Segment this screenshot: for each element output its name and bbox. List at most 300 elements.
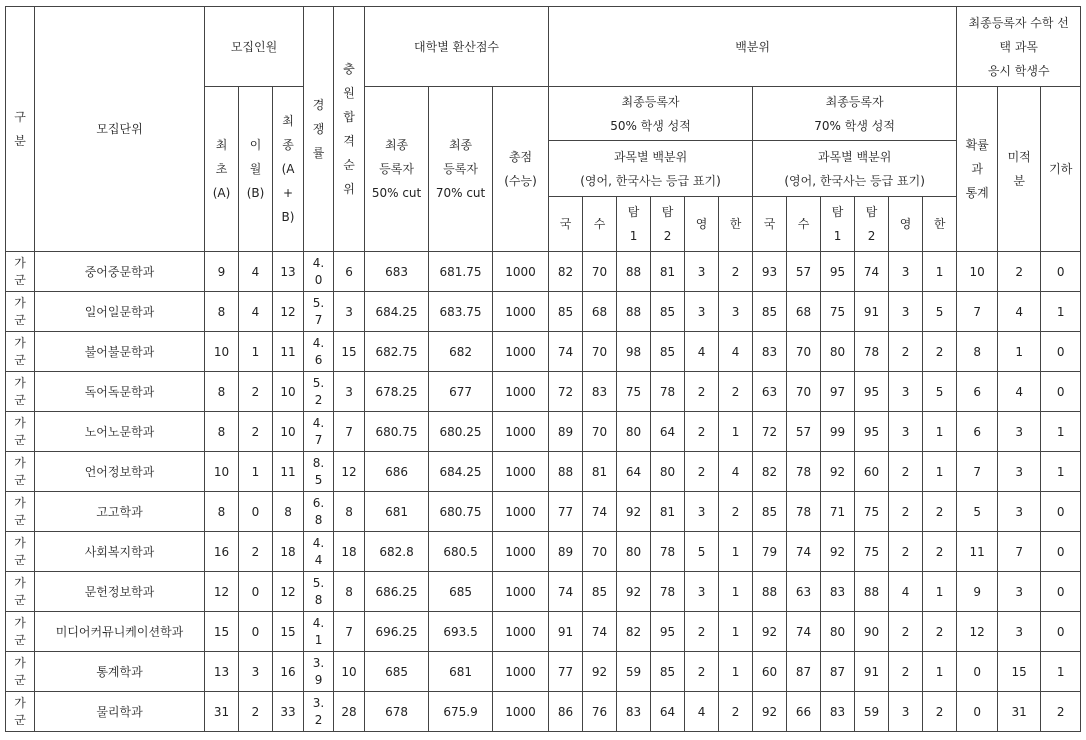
- cell-p50-eng: 3: [685, 252, 719, 292]
- cell-p50-t1: 80: [617, 532, 651, 572]
- table-row: [6, 452, 1081, 492]
- cell-math-calc: 4: [998, 292, 1041, 332]
- cell-recruit-final: 10: [273, 412, 304, 452]
- cell-gun: 가 군: [6, 252, 35, 292]
- cell-score-50: 678.25: [365, 372, 429, 412]
- cell-recruit-carry: 3: [239, 652, 273, 692]
- cell-competition: 3. 2: [304, 692, 334, 732]
- cell-math-calc: 4: [998, 372, 1041, 412]
- header-math-calc: 미적 분: [998, 87, 1041, 252]
- cell-p50-hist: 4: [719, 332, 753, 372]
- cell-p70-t1: 92: [821, 532, 855, 572]
- cell-p70-t2: 60: [855, 452, 889, 492]
- cell-score-70: 680.75: [429, 492, 493, 532]
- cell-recruit-carry: 4: [239, 292, 273, 332]
- cell-unit: 사회복지학과: [35, 532, 205, 572]
- cell-p70-hist: 1: [923, 452, 957, 492]
- cell-unit: 고고학과: [35, 492, 205, 532]
- cell-recruit-carry: 0: [239, 612, 273, 652]
- cell-recruit-final: 8: [273, 492, 304, 532]
- cell-p50-kor: 85: [549, 292, 583, 332]
- cell-recruit-initial: 16: [205, 532, 239, 572]
- cell-p50-math: 92: [583, 652, 617, 692]
- cell-math-prob: 6: [957, 372, 998, 412]
- cell-p50-t2: 64: [651, 412, 685, 452]
- cell-gun: 가 군: [6, 532, 35, 572]
- cell-math-prob: 11: [957, 532, 998, 572]
- cell-math-prob: 8: [957, 332, 998, 372]
- cell-recruit-final: 11: [273, 452, 304, 492]
- cell-p70-eng: 3: [889, 372, 923, 412]
- cell-p70-t1: 83: [821, 692, 855, 732]
- cell-p70-eng: 3: [889, 692, 923, 732]
- cell-math-geo: 0: [1041, 372, 1081, 412]
- cell-p70-kor: 85: [753, 292, 787, 332]
- cell-recruit-carry: 2: [239, 532, 273, 572]
- cell-score-50: 683: [365, 252, 429, 292]
- cell-p70-math: 57: [787, 412, 821, 452]
- cell-math-geo: 0: [1041, 612, 1081, 652]
- cell-p50-t1: 83: [617, 692, 651, 732]
- cell-recruit-carry: 1: [239, 452, 273, 492]
- cell-math-geo: 0: [1041, 252, 1081, 292]
- header-unit: 모집단위: [35, 7, 205, 252]
- cell-math-geo: 1: [1041, 412, 1081, 452]
- cell-p70-hist: 2: [923, 612, 957, 652]
- cell-p50-hist: 1: [719, 532, 753, 572]
- cell-p50-hist: 4: [719, 452, 753, 492]
- header-p70: 최종등록자 70% 학생 성적: [753, 87, 957, 141]
- cell-score-50: 680.75: [365, 412, 429, 452]
- cell-score-70: 684.25: [429, 452, 493, 492]
- cell-recruit-initial: 8: [205, 292, 239, 332]
- header-p70-hist: 한: [923, 197, 957, 252]
- cell-math-prob: 10: [957, 252, 998, 292]
- cell-math-geo: 2: [1041, 692, 1081, 732]
- header-competition: 경 쟁 률: [304, 7, 334, 252]
- cell-p70-hist: 2: [923, 492, 957, 532]
- cell-waitlist: 10: [334, 652, 365, 692]
- cell-score-50: 686.25: [365, 572, 429, 612]
- table-row: [6, 412, 1081, 452]
- cell-competition: 5. 7: [304, 292, 334, 332]
- cell-p70-math: 57: [787, 252, 821, 292]
- header-recruit-carry: 이 월 (B): [239, 87, 273, 252]
- cell-p70-kor: 92: [753, 612, 787, 652]
- cell-p70-t2: 91: [855, 292, 889, 332]
- cell-p50-hist: 1: [719, 652, 753, 692]
- cell-score-total: 1000: [493, 692, 549, 732]
- cell-p50-t1: 75: [617, 372, 651, 412]
- cell-p70-math: 87: [787, 652, 821, 692]
- cell-p50-math: 68: [583, 292, 617, 332]
- cell-score-70: 680.25: [429, 412, 493, 452]
- table-row: [6, 292, 1081, 332]
- cell-p70-kor: 92: [753, 692, 787, 732]
- table-row: [6, 652, 1081, 692]
- cell-score-total: 1000: [493, 412, 549, 452]
- cell-score-total: 1000: [493, 452, 549, 492]
- cell-unit: 일어일문학과: [35, 292, 205, 332]
- cell-recruit-final: 12: [273, 292, 304, 332]
- cell-p50-t2: 80: [651, 452, 685, 492]
- cell-p50-kor: 77: [549, 652, 583, 692]
- cell-p70-hist: 1: [923, 652, 957, 692]
- cell-score-total: 1000: [493, 372, 549, 412]
- header-p50: 최종등록자 50% 학생 성적: [549, 87, 753, 141]
- cell-p50-eng: 2: [685, 652, 719, 692]
- cell-recruit-initial: 12: [205, 572, 239, 612]
- cell-p50-t2: 78: [651, 572, 685, 612]
- cell-score-50: 685: [365, 652, 429, 692]
- cell-p50-kor: 88: [549, 452, 583, 492]
- cell-recruit-initial: 31: [205, 692, 239, 732]
- cell-p70-t2: 95: [855, 372, 889, 412]
- table-body: [6, 252, 1081, 732]
- cell-p50-kor: 89: [549, 532, 583, 572]
- cell-p50-kor: 74: [549, 332, 583, 372]
- header-p50-eng: 영: [685, 197, 719, 252]
- cell-p50-kor: 89: [549, 412, 583, 452]
- cell-p50-eng: 3: [685, 572, 719, 612]
- cell-p70-kor: 88: [753, 572, 787, 612]
- cell-p70-math: 74: [787, 612, 821, 652]
- cell-gun: 가 군: [6, 372, 35, 412]
- cell-gun: 가 군: [6, 612, 35, 652]
- header-recruit-final: 최 종 (A + B): [273, 87, 304, 252]
- cell-math-calc: 1: [998, 332, 1041, 372]
- cell-math-prob: 12: [957, 612, 998, 652]
- cell-recruit-initial: 8: [205, 412, 239, 452]
- cell-p70-hist: 1: [923, 252, 957, 292]
- cell-p50-math: 70: [583, 412, 617, 452]
- cell-p50-eng: 2: [685, 612, 719, 652]
- cell-recruit-carry: 2: [239, 372, 273, 412]
- cell-p70-eng: 3: [889, 412, 923, 452]
- cell-recruit-final: 13: [273, 252, 304, 292]
- cell-waitlist: 7: [334, 412, 365, 452]
- cell-p70-eng: 4: [889, 572, 923, 612]
- header-math-choice: 최종등록자 수학 선 택 과목 응시 학생수: [957, 7, 1081, 87]
- cell-p50-math: 70: [583, 532, 617, 572]
- cell-p70-kor: 72: [753, 412, 787, 452]
- cell-score-50: 682.8: [365, 532, 429, 572]
- cell-unit: 물리학과: [35, 692, 205, 732]
- cell-waitlist: 8: [334, 572, 365, 612]
- cell-p50-kor: 77: [549, 492, 583, 532]
- cell-recruit-final: 12: [273, 572, 304, 612]
- cell-recruit-carry: 1: [239, 332, 273, 372]
- cell-p70-kor: 93: [753, 252, 787, 292]
- cell-p70-hist: 5: [923, 292, 957, 332]
- cell-competition: 8. 5: [304, 452, 334, 492]
- cell-p70-t1: 95: [821, 252, 855, 292]
- cell-p50-hist: 3: [719, 292, 753, 332]
- cell-waitlist: 3: [334, 372, 365, 412]
- cell-p50-kor: 91: [549, 612, 583, 652]
- cell-recruit-final: 16: [273, 652, 304, 692]
- cell-p50-math: 74: [583, 492, 617, 532]
- cell-score-50: 681: [365, 492, 429, 532]
- cell-p70-t1: 80: [821, 612, 855, 652]
- header-p50-kor: 국: [549, 197, 583, 252]
- cell-math-calc: 3: [998, 452, 1041, 492]
- cell-p50-eng: 2: [685, 412, 719, 452]
- header-score-70: 최종 등록자 70% cut: [429, 87, 493, 252]
- cell-p70-t1: 71: [821, 492, 855, 532]
- cell-gun: 가 군: [6, 292, 35, 332]
- header-p50-subjects: 과목별 백분위 (영어, 한국사는 등급 표기): [549, 141, 753, 197]
- cell-waitlist: 18: [334, 532, 365, 572]
- cell-unit: 미디어커뮤니케이션학과: [35, 612, 205, 652]
- cell-recruit-final: 15: [273, 612, 304, 652]
- cell-p50-hist: 1: [719, 612, 753, 652]
- cell-p50-kor: 82: [549, 252, 583, 292]
- cell-p50-hist: 2: [719, 692, 753, 732]
- cell-unit: 언어정보학과: [35, 452, 205, 492]
- cell-math-geo: 0: [1041, 332, 1081, 372]
- header-score-50: 최종 등록자 50% cut: [365, 87, 429, 252]
- header-p70-eng: 영: [889, 197, 923, 252]
- cell-p70-t2: 78: [855, 332, 889, 372]
- header-percentile: 백분위: [549, 7, 957, 87]
- cell-recruit-initial: 9: [205, 252, 239, 292]
- cell-p70-t1: 97: [821, 372, 855, 412]
- cell-recruit-carry: 2: [239, 692, 273, 732]
- cell-score-total: 1000: [493, 652, 549, 692]
- cell-recruit-carry: 0: [239, 572, 273, 612]
- cell-p50-t2: 78: [651, 372, 685, 412]
- cell-p70-math: 70: [787, 332, 821, 372]
- cell-p70-t2: 95: [855, 412, 889, 452]
- cell-p50-t1: 92: [617, 492, 651, 532]
- cell-p70-kor: 60: [753, 652, 787, 692]
- cell-score-70: 682: [429, 332, 493, 372]
- cell-competition: 5. 8: [304, 572, 334, 612]
- cell-p70-eng: 2: [889, 652, 923, 692]
- cell-p70-hist: 5: [923, 372, 957, 412]
- cell-recruit-final: 18: [273, 532, 304, 572]
- header-p50-hist: 한: [719, 197, 753, 252]
- cell-p50-math: 83: [583, 372, 617, 412]
- cell-score-total: 1000: [493, 292, 549, 332]
- cell-p50-eng: 4: [685, 692, 719, 732]
- header-p70-t2: 탐 2: [855, 197, 889, 252]
- header-score: 대학별 환산점수: [365, 7, 549, 87]
- cell-p70-math: 74: [787, 532, 821, 572]
- cell-waitlist: 7: [334, 612, 365, 652]
- cell-p70-t1: 83: [821, 572, 855, 612]
- cell-p50-eng: 2: [685, 452, 719, 492]
- cell-p70-kor: 79: [753, 532, 787, 572]
- table-row: [6, 372, 1081, 412]
- cell-p70-kor: 82: [753, 452, 787, 492]
- cell-p50-kor: 74: [549, 572, 583, 612]
- cell-p50-math: 74: [583, 612, 617, 652]
- cell-p50-math: 76: [583, 692, 617, 732]
- table-row: [6, 332, 1081, 372]
- cell-competition: 5. 2: [304, 372, 334, 412]
- cell-p50-t1: 92: [617, 572, 651, 612]
- cell-p70-t2: 74: [855, 252, 889, 292]
- table-row: [6, 492, 1081, 532]
- cell-math-calc: 3: [998, 412, 1041, 452]
- cell-score-70: 683.75: [429, 292, 493, 332]
- header-p50-t2: 탐 2: [651, 197, 685, 252]
- cell-p50-t1: 80: [617, 412, 651, 452]
- cell-math-calc: 31: [998, 692, 1041, 732]
- cell-p70-math: 70: [787, 372, 821, 412]
- cell-math-geo: 0: [1041, 572, 1081, 612]
- cell-recruit-final: 33: [273, 692, 304, 732]
- cell-math-prob: 0: [957, 692, 998, 732]
- header-recruit-initial: 최 초 (A): [205, 87, 239, 252]
- cell-p50-t1: 88: [617, 252, 651, 292]
- admission-results-table: [5, 6, 1081, 732]
- cell-competition: 4. 1: [304, 612, 334, 652]
- cell-math-calc: 3: [998, 612, 1041, 652]
- cell-p70-eng: 2: [889, 452, 923, 492]
- cell-gun: 가 군: [6, 412, 35, 452]
- cell-competition: 4. 7: [304, 412, 334, 452]
- cell-p50-kor: 72: [549, 372, 583, 412]
- cell-waitlist: 8: [334, 492, 365, 532]
- cell-p50-t1: 98: [617, 332, 651, 372]
- cell-p50-math: 81: [583, 452, 617, 492]
- cell-score-70: 685: [429, 572, 493, 612]
- cell-p50-t2: 85: [651, 652, 685, 692]
- cell-p50-t1: 82: [617, 612, 651, 652]
- cell-p70-eng: 3: [889, 252, 923, 292]
- cell-p50-kor: 86: [549, 692, 583, 732]
- cell-p50-t1: 88: [617, 292, 651, 332]
- cell-recruit-carry: 2: [239, 412, 273, 452]
- cell-score-70: 681: [429, 652, 493, 692]
- cell-math-prob: 6: [957, 412, 998, 452]
- cell-unit: 중어중문학과: [35, 252, 205, 292]
- cell-recruit-carry: 0: [239, 492, 273, 532]
- cell-p70-eng: 2: [889, 532, 923, 572]
- cell-score-70: 680.5: [429, 532, 493, 572]
- cell-math-calc: 3: [998, 492, 1041, 532]
- header-recruit: 모집인원: [205, 7, 304, 87]
- cell-p70-eng: 3: [889, 292, 923, 332]
- cell-p70-t2: 59: [855, 692, 889, 732]
- cell-gun: 가 군: [6, 652, 35, 692]
- cell-unit: 문헌정보학과: [35, 572, 205, 612]
- cell-recruit-initial: 10: [205, 452, 239, 492]
- cell-waitlist: 3: [334, 292, 365, 332]
- cell-unit: 불어불문학과: [35, 332, 205, 372]
- cell-competition: 4. 0: [304, 252, 334, 292]
- cell-competition: 4. 4: [304, 532, 334, 572]
- header-p70-subjects: 과목별 백분위 (영어, 한국사는 등급 표기): [753, 141, 957, 197]
- cell-p50-t2: 81: [651, 252, 685, 292]
- cell-p70-t1: 87: [821, 652, 855, 692]
- table-row: [6, 532, 1081, 572]
- cell-p70-kor: 85: [753, 492, 787, 532]
- cell-p50-math: 70: [583, 252, 617, 292]
- header-math-prob: 확률 과 통계: [957, 87, 998, 252]
- header-p70-kor: 국: [753, 197, 787, 252]
- cell-p50-t1: 64: [617, 452, 651, 492]
- cell-math-prob: 0: [957, 652, 998, 692]
- cell-math-geo: 1: [1041, 652, 1081, 692]
- header-waitlist: 충 원 합 격 순 위: [334, 7, 365, 252]
- header-p70-t1: 탐 1: [821, 197, 855, 252]
- cell-p50-t2: 95: [651, 612, 685, 652]
- cell-math-prob: 7: [957, 292, 998, 332]
- cell-p70-eng: 2: [889, 332, 923, 372]
- cell-waitlist: 28: [334, 692, 365, 732]
- cell-unit: 노어노문학과: [35, 412, 205, 452]
- cell-competition: 3. 9: [304, 652, 334, 692]
- cell-p50-hist: 2: [719, 492, 753, 532]
- cell-competition: 4. 6: [304, 332, 334, 372]
- cell-waitlist: 6: [334, 252, 365, 292]
- cell-math-geo: 0: [1041, 532, 1081, 572]
- cell-score-50: 686: [365, 452, 429, 492]
- cell-p50-t2: 85: [651, 292, 685, 332]
- cell-p70-hist: 1: [923, 572, 957, 612]
- cell-score-70: 693.5: [429, 612, 493, 652]
- table-row: [6, 252, 1081, 292]
- table-row: [6, 612, 1081, 652]
- cell-score-70: 681.75: [429, 252, 493, 292]
- cell-gun: 가 군: [6, 452, 35, 492]
- cell-math-prob: 7: [957, 452, 998, 492]
- header-p50-math: 수: [583, 197, 617, 252]
- cell-p70-t2: 90: [855, 612, 889, 652]
- cell-p50-eng: 3: [685, 492, 719, 532]
- cell-p50-t1: 59: [617, 652, 651, 692]
- cell-recruit-initial: 8: [205, 492, 239, 532]
- cell-score-50: 696.25: [365, 612, 429, 652]
- cell-score-total: 1000: [493, 532, 549, 572]
- cell-p50-math: 70: [583, 332, 617, 372]
- cell-gun: 가 군: [6, 572, 35, 612]
- header-p70-math: 수: [787, 197, 821, 252]
- cell-p50-eng: 4: [685, 332, 719, 372]
- table-row: [6, 572, 1081, 612]
- cell-score-50: 684.25: [365, 292, 429, 332]
- cell-p70-eng: 2: [889, 492, 923, 532]
- cell-recruit-final: 11: [273, 332, 304, 372]
- cell-p70-t2: 88: [855, 572, 889, 612]
- cell-math-prob: 5: [957, 492, 998, 532]
- cell-p70-math: 68: [787, 292, 821, 332]
- cell-score-70: 677: [429, 372, 493, 412]
- cell-p70-math: 78: [787, 452, 821, 492]
- cell-p50-t2: 81: [651, 492, 685, 532]
- cell-p50-eng: 5: [685, 532, 719, 572]
- cell-unit: 독어독문학과: [35, 372, 205, 412]
- cell-gun: 가 군: [6, 692, 35, 732]
- cell-gun: 가 군: [6, 332, 35, 372]
- cell-math-calc: 7: [998, 532, 1041, 572]
- cell-score-total: 1000: [493, 252, 549, 292]
- cell-recruit-final: 10: [273, 372, 304, 412]
- cell-p70-t1: 75: [821, 292, 855, 332]
- cell-p50-t2: 78: [651, 532, 685, 572]
- cell-score-50: 682.75: [365, 332, 429, 372]
- cell-p70-hist: 2: [923, 532, 957, 572]
- cell-math-geo: 1: [1041, 452, 1081, 492]
- cell-score-total: 1000: [493, 572, 549, 612]
- cell-p50-hist: 2: [719, 372, 753, 412]
- cell-p70-eng: 2: [889, 612, 923, 652]
- header-score-total: 총점 (수능): [493, 87, 549, 252]
